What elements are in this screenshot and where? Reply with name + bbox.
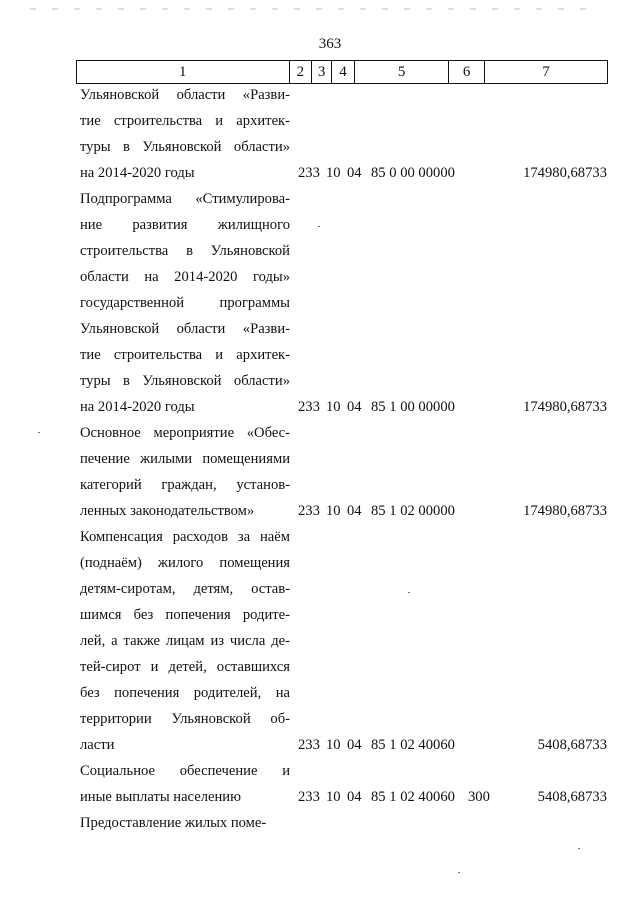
description-line: Основное мероприятие «Обес- xyxy=(80,425,290,441)
cell-column-2: 233 xyxy=(298,165,320,181)
column-header-1: 1 xyxy=(77,61,290,84)
cell-column-3: 10 xyxy=(326,789,341,805)
column-header-3: 3 xyxy=(312,61,332,84)
row-description xyxy=(80,758,290,810)
column-header-5: 5 xyxy=(354,61,449,84)
cell-column-3: 10 xyxy=(326,503,341,519)
scan-artifact-line xyxy=(30,8,590,10)
description-line: ние развития жилищного xyxy=(80,217,290,233)
cell-column-7: 5408,68733 xyxy=(537,789,607,805)
cell-column-2: 233 xyxy=(298,503,320,519)
description-line: печение жилыми помещениями xyxy=(80,451,290,467)
description-line: на 2014-2020 годы xyxy=(80,165,195,181)
column-header-row xyxy=(77,61,608,84)
description-line: тие строительства и архитек- xyxy=(80,113,290,129)
column-header-6: 6 xyxy=(449,61,485,84)
column-header-2: 2 xyxy=(289,61,312,84)
description-line: Компенсация расходов за наём xyxy=(80,529,290,545)
table-row xyxy=(0,810,640,836)
row-description xyxy=(80,524,290,758)
description-line: Подпрограмма «Стимулирова- xyxy=(80,191,290,207)
description-line: тие строительства и архитек- xyxy=(80,347,290,363)
table-row xyxy=(0,186,640,420)
table-row xyxy=(0,524,640,758)
description-line: государственной программы xyxy=(80,295,290,311)
cell-column-3: 10 xyxy=(326,399,341,415)
row-description xyxy=(80,82,290,186)
column-header-4: 4 xyxy=(332,61,355,84)
cell-column-4: 04 xyxy=(347,503,362,519)
cell-column-5: 85 0 00 00000 xyxy=(371,165,455,181)
description-line: Ульяновской области «Разви- xyxy=(80,87,290,103)
description-line: категорий граждан, установ- xyxy=(80,477,290,493)
description-line: иные выплаты населению xyxy=(80,789,241,805)
cell-column-4: 04 xyxy=(347,165,362,181)
cell-column-4: 04 xyxy=(347,737,362,753)
row-description xyxy=(80,420,290,524)
scan-speck xyxy=(408,592,410,593)
cell-column-5: 85 1 02 40060 xyxy=(371,737,455,753)
cell-column-4: 04 xyxy=(347,789,362,805)
table-row xyxy=(0,420,640,524)
cell-column-7: 174980,68733 xyxy=(523,503,607,519)
cell-column-7: 174980,68733 xyxy=(523,165,607,181)
column-header-7: 7 xyxy=(484,61,607,84)
scan-speck xyxy=(318,226,320,227)
table-row xyxy=(0,758,640,810)
cell-column-5: 85 1 00 00000 xyxy=(371,399,455,415)
column-header-table xyxy=(76,60,608,84)
description-line: ленных законодательством» xyxy=(80,503,255,519)
description-line: на 2014-2020 годы xyxy=(80,399,195,415)
cell-column-6: 300 xyxy=(468,789,490,805)
description-line: ласти xyxy=(80,737,115,753)
cell-column-2: 233 xyxy=(298,399,320,415)
cell-column-4: 04 xyxy=(347,399,362,415)
description-line: строительства в Ульяновской xyxy=(80,243,290,259)
description-line: (поднаём) жилого помещения xyxy=(80,555,290,571)
description-line: тей-сирот и детей, оставшихся xyxy=(80,659,290,675)
description-line: детям-сиротам, детям, остав- xyxy=(80,581,290,597)
cell-column-2: 233 xyxy=(298,789,320,805)
cell-column-5: 85 1 02 40060 xyxy=(371,789,455,805)
description-line: туры в Ульяновской области» xyxy=(80,139,290,155)
cell-column-7: 5408,68733 xyxy=(537,737,607,753)
cell-column-7: 174980,68733 xyxy=(523,399,607,415)
scan-speck xyxy=(458,872,460,873)
page-number: 363 xyxy=(318,36,342,52)
description-line: лей, а также лицам из числа де- xyxy=(80,633,290,649)
cell-column-2: 233 xyxy=(298,737,320,753)
description-line: туры в Ульяновской области» xyxy=(80,373,290,389)
description-line: Ульяновской области «Разви- xyxy=(80,321,290,337)
table-row xyxy=(0,82,640,186)
cell-column-3: 10 xyxy=(326,165,341,181)
description-line: шимся без попечения родите- xyxy=(80,607,290,623)
description-line: Предоставление жилых поме- xyxy=(80,815,267,831)
scan-speck xyxy=(578,848,580,849)
cell-column-3: 10 xyxy=(326,737,341,753)
description-line: Социальное обеспечение и xyxy=(80,763,290,779)
scan-speck xyxy=(38,432,40,433)
description-line: области на 2014-2020 годы» xyxy=(80,269,290,285)
cell-column-5: 85 1 02 00000 xyxy=(371,503,455,519)
description-line: без попечения родителей, на xyxy=(80,685,290,701)
description-line: территории Ульяновской об- xyxy=(80,711,290,727)
row-description xyxy=(80,810,290,836)
row-description xyxy=(80,186,290,420)
